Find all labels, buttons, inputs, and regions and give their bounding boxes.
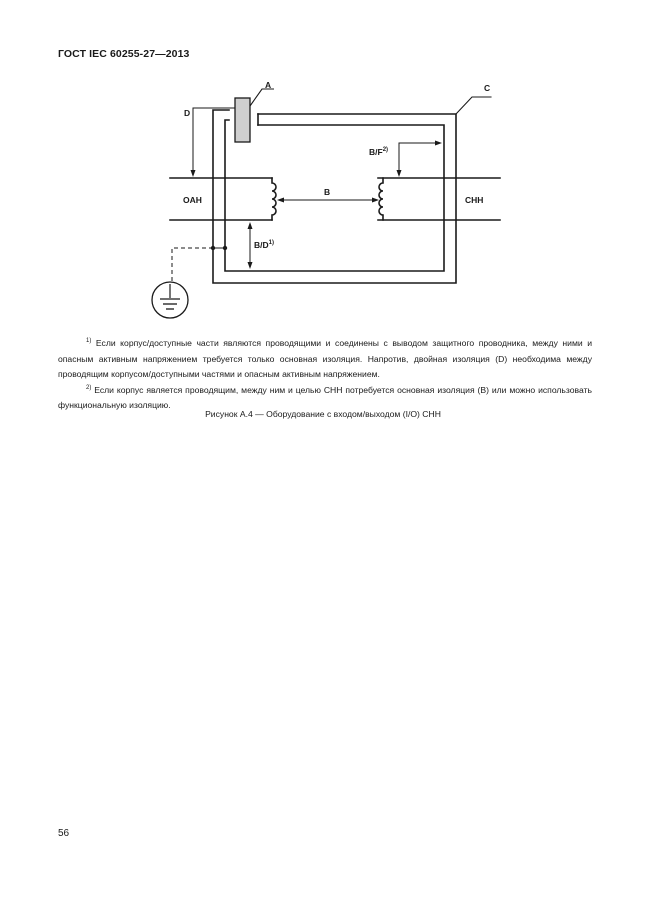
label-bd: $B/D^{1)}$ [254, 240, 274, 250]
footnotes [58, 336, 592, 414]
dim-b-arrow-left [277, 198, 284, 203]
insulation-diagram [0, 0, 646, 330]
leader-a [250, 89, 274, 106]
diagram-svg [0, 0, 646, 330]
label-chh: CHH [465, 195, 484, 205]
earth-junction-inner [223, 246, 227, 250]
label-oah: OAH [183, 195, 202, 205]
document-header: ГОСТ IEC 60255-27—2013 [58, 48, 190, 60]
ground-symbol-icon [152, 282, 188, 318]
component-a [235, 98, 250, 142]
footnote-mark: 2) [86, 384, 92, 391]
footnote-text: Если корпус является проводящим, между ним и целью СНН потребуется основная изоляция (B) или можно использовать функциональную изоляцию. [58, 384, 592, 410]
footnote-1 [58, 336, 592, 383]
label-c: C [484, 83, 491, 93]
right-coil [379, 178, 383, 220]
footnote-mark: 1) [86, 338, 92, 345]
dim-b-arrow-right [372, 198, 379, 203]
dim-bf [399, 143, 437, 172]
leader-c [456, 97, 491, 114]
label-a: A [265, 80, 272, 90]
dim-bd-arrow-down [248, 262, 253, 269]
diagram-lines [170, 97, 500, 283]
dim-bf-arrow-right [435, 141, 442, 146]
label-bf: $B/F^{2)}$ [369, 147, 389, 157]
dim-d-arrow [191, 170, 196, 177]
label-d: D [184, 108, 191, 118]
earth-wire [172, 248, 213, 282]
dim-bf-arrow-down [397, 170, 402, 177]
figure-caption: Рисунок А.4 — Оборудование с входом/выходом (I/O) СНН [205, 409, 441, 419]
dim-bd-arrow-up [248, 222, 253, 229]
footnote-text: Если корпус/доступные части являются проводящими и соединены с выводом защитного проводника, между ними и опасным активным напряжением требуется только основная изоляция. Напротив, двойная изоляция (D) необходима между проводящим корпусом/доступными частями и опасным активным напряжением. [58, 338, 592, 379]
label-b: B [324, 187, 331, 197]
page-number: 56 [58, 828, 70, 839]
left-coil [272, 178, 276, 220]
dim-d [193, 108, 235, 172]
